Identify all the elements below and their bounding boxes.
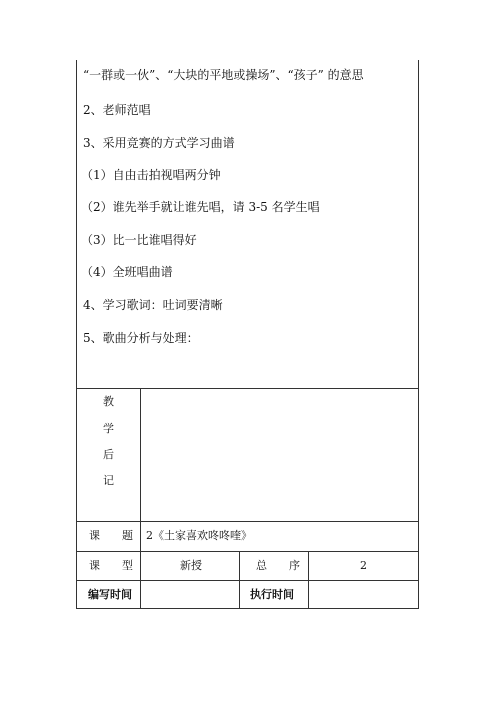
step-line-2: 2、老师范唱	[83, 103, 151, 117]
step-line-6: （3）比一比谁唱得好	[81, 233, 197, 247]
topic-label: 课 题	[89, 529, 133, 542]
reflection-char-2: 学	[103, 422, 114, 435]
written-time-label: 编写时间	[88, 588, 132, 601]
step-line-7: （4）全班唱曲谱	[81, 265, 173, 279]
reflection-char-4: 记	[103, 474, 114, 487]
row-divider-time-top	[76, 580, 419, 581]
row-divider-type-top	[76, 551, 419, 552]
col-divider-mid-right	[308, 551, 309, 608]
step-line-4: （1）自由击拍视唱两分钟	[81, 168, 221, 182]
order-label: 总 序	[256, 559, 300, 572]
step-line-1: “一群或一伙”、“大块的平地或操场”、“孩子” 的意思	[83, 68, 364, 82]
type-label: 课 型	[89, 559, 133, 572]
step-line-5: （2）谁先举手就让谁先唱，请 3-5 名学生唱	[81, 200, 320, 214]
table-border-right	[418, 60, 419, 608]
reflection-content-cell	[141, 389, 418, 521]
table-border-left	[76, 60, 77, 608]
type-value: 新授	[180, 559, 202, 572]
topic-value: 2《土家喜欢咚咚喹》	[146, 529, 252, 542]
reflection-char-1: 教	[103, 395, 114, 408]
order-value: 2	[360, 559, 367, 572]
col-divider-mid-left	[239, 551, 240, 608]
table-border-bottom	[76, 608, 419, 609]
row-divider-topic-top	[76, 521, 419, 522]
step-line-8: 4、学习歌词：吐词要清晰	[83, 298, 223, 312]
exec-time-label: 执行时间	[250, 588, 294, 601]
step-line-3: 3、采用竞赛的方式学习曲谱	[83, 136, 235, 150]
step-line-9: 5、歌曲分析与处理：	[83, 331, 199, 345]
reflection-char-3: 后	[103, 448, 114, 461]
